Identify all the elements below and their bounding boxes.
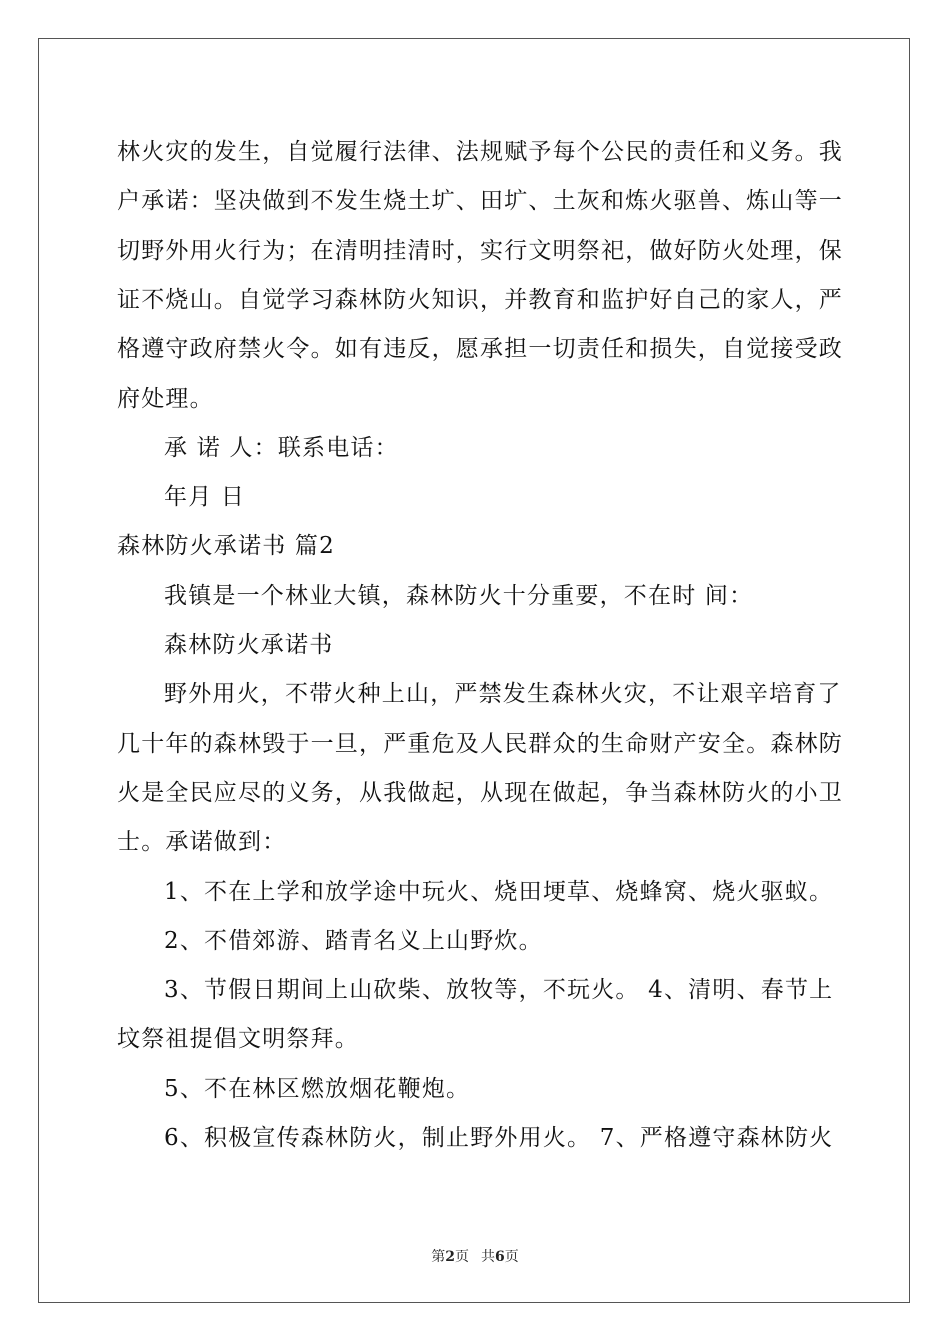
text-line: 切野外用火行为；在清明挂清时，实行文明祭祀，做好防火处理，保 <box>117 238 843 264</box>
total-page-number: 6 <box>495 1249 505 1265</box>
text-line: 1、不在上学和放学途中玩火、烧田埂草、烧蜂窝、烧火驱蚁。 <box>164 879 834 905</box>
text-line: 森林防火承诺书 <box>164 632 334 658</box>
text-line: 几十年的森林毁于一旦，严重危及人民群众的生命财产安全。森林防 <box>117 731 843 757</box>
text-line: 证不烧山。自觉学习森林防火知识，并教育和监护好自己的家人，严 <box>117 287 843 313</box>
text-line: 5、不在林区燃放烟花鞭炮。 <box>164 1076 471 1102</box>
total-suffix: 页 <box>504 1249 519 1265</box>
text-line: 坟祭祖提倡文明祭拜。 <box>117 1026 359 1052</box>
current-page-number: 2 <box>445 1249 455 1265</box>
text-line: 野外用火，不带火种上山，严禁发生森林火灾，不让艰辛培育了 <box>164 681 842 707</box>
text-line: 我镇是一个林业大镇，森林防火十分重要，不在时 间： <box>164 583 754 609</box>
total-prefix: 共 <box>481 1249 495 1265</box>
text-line: 士。承诺做到： <box>117 829 287 855</box>
page-suffix: 页 <box>455 1249 469 1265</box>
text-line: 林火灾的发生，自觉履行法律、法规赋予每个公民的责任和义务。我 <box>117 139 843 165</box>
page-prefix: 第 <box>431 1249 446 1265</box>
text-line: 2、不借郊游、踏青名义上山野炊。 <box>164 928 543 954</box>
text-line: 格遵守政府禁火令。如有违反，愿承担一切责任和损失，自觉接受政 <box>117 336 843 362</box>
text-line: 年月 日 <box>164 484 246 510</box>
text-line: 府处理。 <box>117 386 214 412</box>
text-line: 森林防火承诺书 篇2 <box>117 533 335 559</box>
text-line: 户承诺：坚决做到不发生烧土圹、田圹、土灰和炼火驱兽、炼山等一 <box>117 188 843 214</box>
text-line: 3、节假日期间上山砍柴、放牧等，不玩火。 4、清明、春节上 <box>164 977 834 1003</box>
page-border <box>38 38 910 1303</box>
page-footer <box>0 1248 950 1266</box>
text-line: 火是全民应尽的义务，从我做起，从现在做起，争当森林防火的小卫 <box>117 780 843 806</box>
text-line: 6、积极宣传森林防火，制止野外用火。 7、严格遵守森林防火 <box>164 1125 834 1151</box>
text-line: 承 诺 人：联系电话： <box>164 435 399 461</box>
